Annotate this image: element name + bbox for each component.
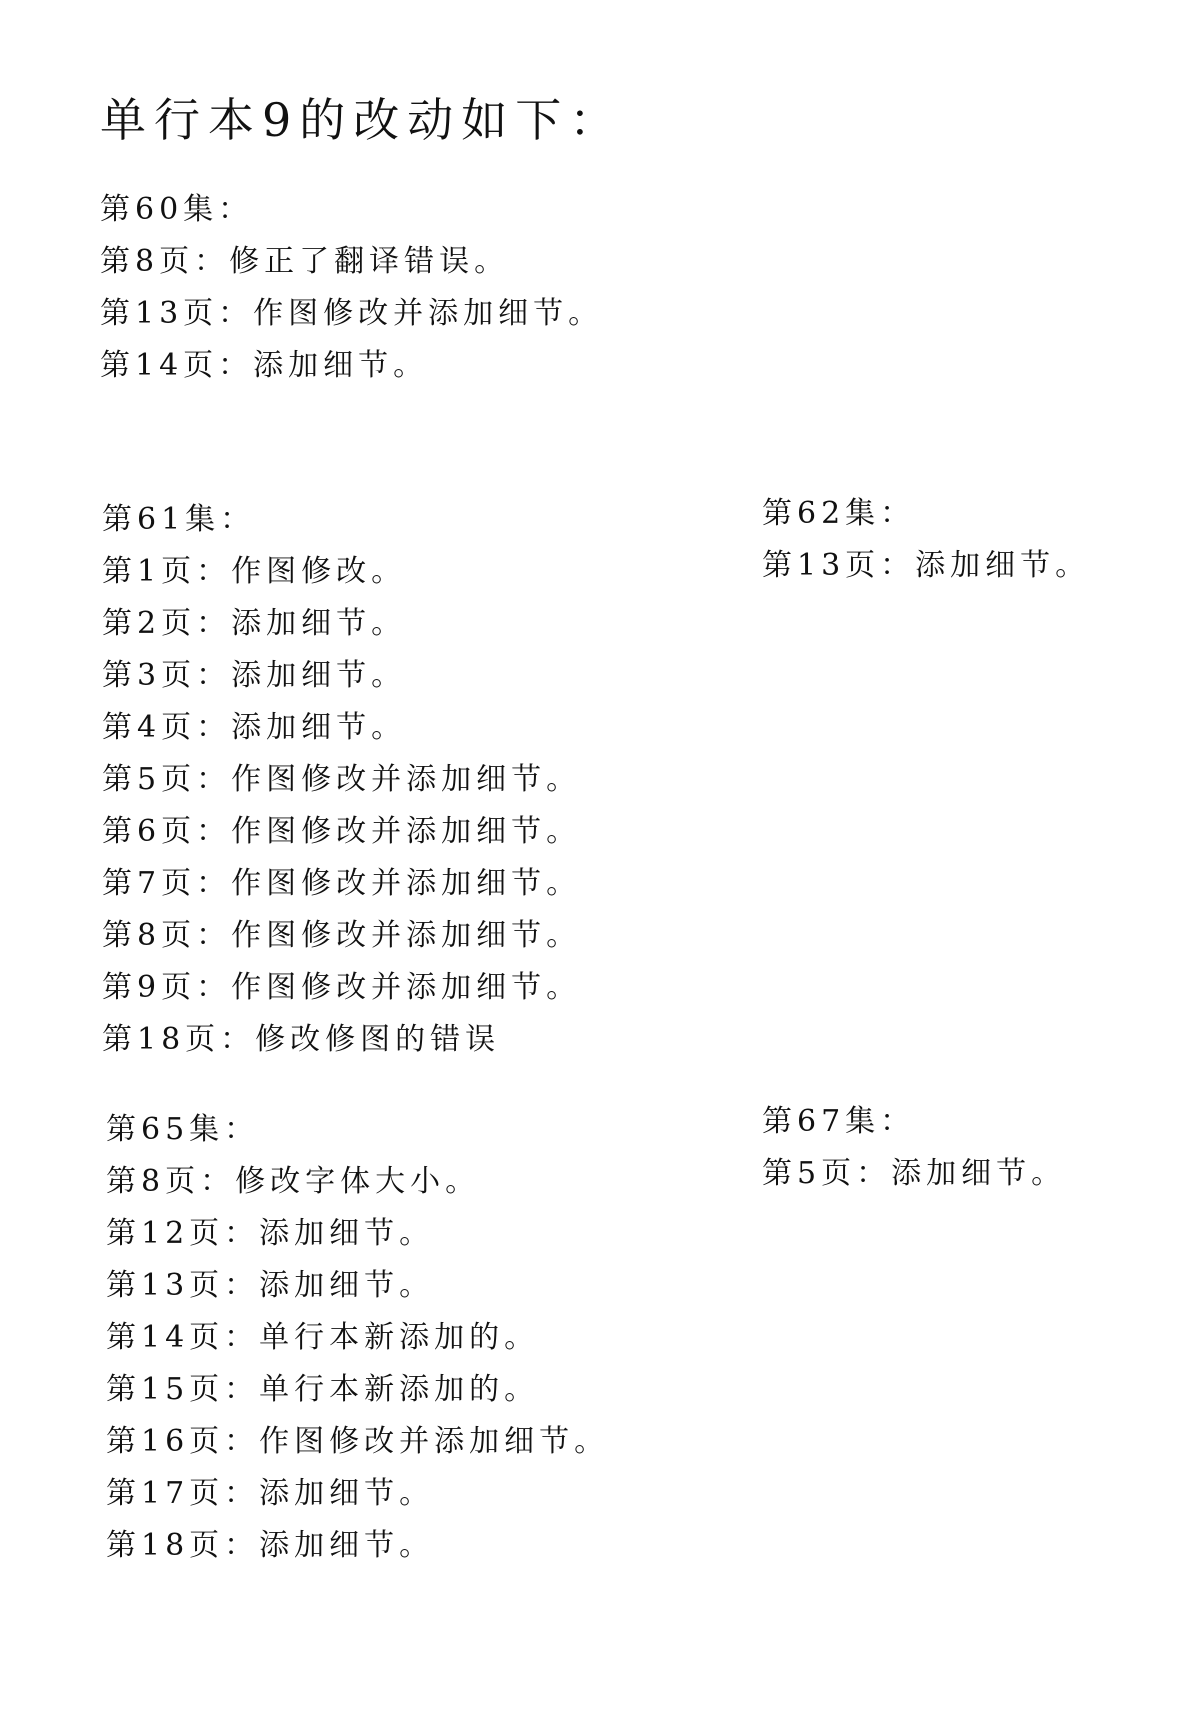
change-line: 第7页：作图修改并添加细节。	[102, 866, 582, 901]
change-line: 第8页：作图修改并添加细节。	[102, 918, 582, 953]
section-60	[100, 184, 603, 392]
change-line: 第9页：作图修改并添加细节。	[102, 970, 582, 1005]
section-heading: 第62集：	[762, 496, 916, 531]
change-line: 第15页：单行本新添加的。	[106, 1372, 540, 1407]
change-line: 第13页：添加细节。	[762, 548, 1091, 583]
change-line: 第12页：添加细节。	[106, 1216, 435, 1251]
change-line: 第14页：添加细节。	[100, 348, 429, 383]
change-line: 第16页：作图修改并添加细节。	[106, 1424, 610, 1459]
change-line: 第13页：作图修改并添加细节。	[100, 296, 604, 331]
section-62	[762, 488, 1090, 592]
change-line: 第18页：添加细节。	[106, 1528, 435, 1563]
change-line: 第8页：修改字体大小。	[106, 1164, 481, 1199]
change-line: 第1页：作图修改。	[102, 554, 407, 589]
change-line: 第5页：添加细节。	[762, 1156, 1067, 1191]
change-line: 第4页：添加细节。	[102, 710, 407, 745]
section-67	[762, 1096, 1066, 1200]
section-heading: 第67集：	[762, 1104, 916, 1139]
change-line: 第3页：添加细节。	[102, 658, 407, 693]
section-61	[102, 494, 581, 1066]
section-heading: 第61集：	[102, 502, 256, 537]
change-line: 第14页：单行本新添加的。	[106, 1320, 540, 1355]
change-line: 第17页：添加细节。	[106, 1476, 435, 1511]
change-line: 第2页：添加细节。	[102, 606, 407, 641]
change-line: 第8页：修正了翻译错误。	[100, 244, 510, 279]
change-line: 第6页：作图修改并添加细节。	[102, 814, 582, 849]
section-heading: 第65集：	[106, 1112, 260, 1147]
page-title: 单行本9的改动如下：	[100, 93, 624, 147]
change-line: 第18页：修改修图的错误	[102, 1022, 501, 1057]
section-heading: 第60集：	[100, 192, 254, 227]
change-line: 第5页：作图修改并添加细节。	[102, 762, 582, 797]
section-65	[106, 1104, 609, 1572]
change-line: 第13页：添加细节。	[106, 1268, 435, 1303]
